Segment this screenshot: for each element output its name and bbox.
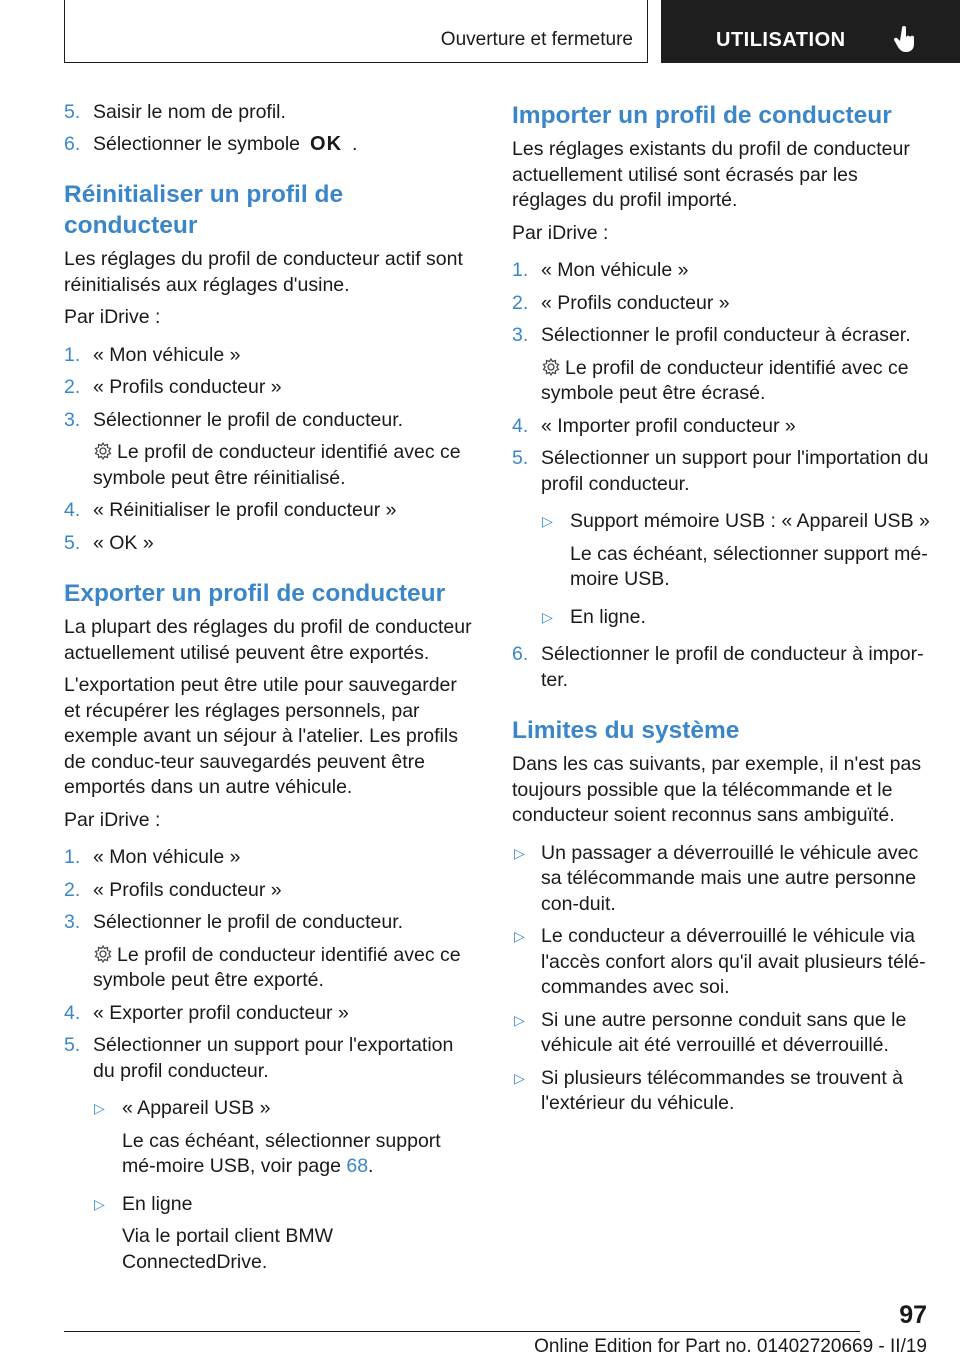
list-item: 2. « Profils conducteur » [64, 376, 282, 398]
list-item: 6. Sélectionner le profil de conducteur à impor‐ter. [512, 643, 924, 691]
triangle-bullet-icon: ▷ [94, 1195, 105, 1212]
page-header [64, 0, 960, 64]
heading-reset: Réinitialiser un profil de conducteur [64, 181, 344, 239]
heading-export: Exporter un profil de conducteur [64, 580, 446, 607]
paragraph: Par iDrive : [64, 808, 161, 831]
paragraph: Les réglages existants du profil de conducteur actuellement utilisé sont écrasés par les réglages du profil importé. [512, 138, 910, 211]
list-item: 3. Sélectionner le profil de conducteur. [64, 408, 404, 431]
heading-limits: Limites du système [512, 717, 740, 744]
triangle-bullet-icon: ▷ [542, 513, 553, 529]
list-item: 4. « Importer profil conducteur » [512, 414, 796, 437]
list-item: 1. « Mon véhicule » [64, 343, 241, 366]
paragraph: Par iDrive : [64, 306, 161, 328]
list-item: 2. « Profils conducteur » [512, 291, 730, 314]
bullet-item: ▷ Un passager a déverrouillé le véhicule avec sa télécommande mais une autre personne con‐duit. [514, 841, 919, 915]
section-tab [64, 0, 648, 63]
paragraph: Dans les cas suivants, par exemple, il n'est pas toujours possible que la télécommande et le conducteur soient reconnus sans ambiguïté. [512, 753, 922, 826]
edition-line: Online Edition for Part no. 01402720669 - II/19 [534, 1336, 927, 1357]
gear-icon [93, 944, 113, 964]
triangle-bullet-icon: ▷ [514, 1011, 525, 1028]
page-link[interactable]: 68 [346, 1155, 369, 1177]
sub-list-item: ▷ En ligne [64, 1192, 478, 1218]
list-item: 6. Sélectionner le symbole OK . [64, 132, 478, 158]
page-number: 97 [899, 1301, 927, 1329]
note: Le profil de conducteur identifié avec ce symbole peut être réinitialisé. [93, 441, 461, 489]
sub-list-item: ▷ Support mémoire USB : « Appareil USB » [512, 509, 930, 535]
list-item: 2. « Profils conducteur » [64, 878, 282, 901]
list-item: 5. Sélectionner un support pour l'exportation du profil conducteur. [64, 1034, 454, 1082]
sub-list-item: ▷ En ligne. [512, 605, 930, 631]
list-item: 3. Sélectionner le profil conducteur à écraser. [512, 324, 911, 346]
list-item: 1. « Mon véhicule » [64, 846, 241, 868]
triangle-bullet-icon: ▷ [94, 1100, 105, 1116]
bullet-item: ▷ Si plusieurs télécommandes se trouvent à l'extérieur du véhicule. [514, 1066, 904, 1114]
triangle-bullet-icon: ▷ [514, 844, 525, 861]
chapter-tab [661, 0, 960, 63]
gear-icon [541, 357, 561, 377]
note: Le cas échéant, sélectionner support mé‐moire USB. [570, 542, 928, 590]
paragraph: Les réglages du profil de conducteur actif sont réinitialisés aux réglages d'usine. [64, 248, 463, 296]
paragraph: La plupart des réglages du profil de conducteur actuellement utilisé peuvent être exportés. [64, 616, 472, 664]
section-title: Ouverture et fermeture [440, 29, 633, 50]
list-item: 3. Sélectionner le profil de conducteur. [64, 911, 404, 933]
chapter-title: UTILISATION [716, 29, 846, 51]
note: Le profil de conducteur identifié avec ce symbole peut être écrasé. [541, 356, 909, 404]
right-column [512, 100, 930, 1117]
triangle-bullet-icon: ▷ [542, 608, 553, 625]
bullet-item: ▷ Si une autre personne conduit sans que le véhicule ait été verrouillé et déverrouillé. [514, 1008, 907, 1056]
heading-import: Importer un profil de conducteur [512, 102, 892, 129]
list-item: 5. « OK » [64, 531, 154, 554]
bullet-item: ▷ Le conducteur a déverrouillé le véhicule via l'accès confort alors qu'il avait plusieurs télé‐commandes avec soi. [514, 925, 926, 998]
sub-list-item: ▷ « Appareil USB » [64, 1096, 478, 1122]
list-item: 5. Sélectionner un support pour l'importation du profil conducteur. [512, 447, 929, 495]
list-item: 1. « Mon véhicule » [512, 259, 689, 281]
list-item: 4. « Réinitialiser le profil conducteur » [64, 499, 397, 521]
list-item: 5. Saisir le nom de profil. [64, 101, 286, 123]
triangle-bullet-icon: ▷ [514, 1069, 525, 1086]
list-item: 4. « Exporter profil conducteur » [64, 1001, 349, 1024]
ok-symbol: OK [310, 132, 343, 155]
note: Le cas échéant, sélectionner support mé‐moire USB, voir page 68. [122, 1129, 441, 1177]
left-column [64, 100, 478, 1275]
gear-icon [93, 441, 113, 461]
note: Le profil de conducteur identifié avec ce symbole peut être exporté. [93, 943, 461, 991]
note: Via le portail client BMW ConnectedDrive. [122, 1225, 333, 1273]
hand-pointer-icon [893, 26, 917, 54]
paragraph: Par iDrive : [512, 221, 609, 244]
triangle-bullet-icon: ▷ [514, 928, 525, 944]
paragraph: L'exportation peut être utile pour sauvegarder et récupérer les réglages personnels, par exemple avant un séjour à l'atelier. Les profils de conduc‐teur sauvegardés peuvent être emportés dans un autre véhicule. [64, 674, 458, 798]
footer-divider [64, 1331, 860, 1332]
